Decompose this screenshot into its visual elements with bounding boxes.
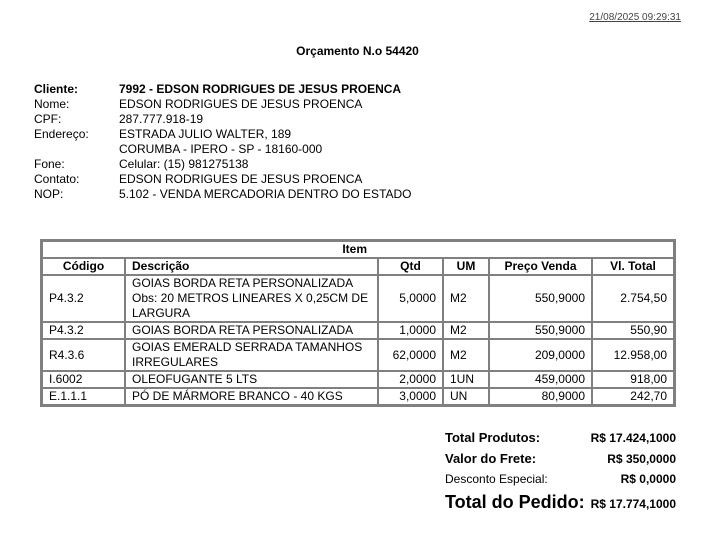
client-row [34,82,412,97]
name-value: EDSON RODRIGUES DE JESUS PROENCA [119,97,363,111]
totals-summary [445,430,676,513]
cpf-label: CPF: [34,112,62,126]
cell-price: 550,9000 [489,322,592,339]
col-header-qtd: Qtd [378,258,443,275]
address-value: ESTRADA JULIO WALTER, 189 [119,127,292,141]
total-produtos-row [445,430,676,451]
desc-obs: Obs: 20 METROS LINEARES X 0,25CM DE LARGURA [132,291,369,320]
contact-row [34,172,412,187]
desc-text: GOIAS BORDA RETA PERSONALIZADA [132,276,354,290]
cell-total: 242,70 [592,388,674,405]
cpf-row [34,112,412,127]
cell-qtd: 3,0000 [378,388,443,405]
cell-qtd: 2,0000 [378,371,443,388]
desconto-value: R$ 0,0000 [620,472,676,486]
nop-label: NOP: [34,187,64,201]
print-timestamp: 21/08/2025 09:29:31 [589,12,681,23]
col-header-desc: Descrição [125,258,378,275]
group-header-row [42,241,674,258]
frete-row [445,451,676,472]
contact-label: Contato: [34,172,80,186]
phone-value: Celular: (15) 981275138 [119,157,249,171]
page-title: Orçamento N.o 54420 [296,44,419,58]
address-row [34,127,412,142]
address-city-value: CORUMBA - IPERO - SP - 18160-000 [119,142,323,156]
cell-price: 550,9000 [489,275,592,322]
cell-um: 1UN [443,371,489,388]
total-produtos-value: R$ 17.424,1000 [590,431,676,445]
column-header-row [42,258,674,275]
item-group-header: Item [42,241,674,258]
cell-desc: OLEOFUGANTE 5 LTS [125,371,378,388]
table-row [42,275,674,322]
cell-price: 459,0000 [489,371,592,388]
cell-price: 80,9000 [489,388,592,405]
frete-label: Valor do Frete: [445,451,537,466]
cell-code: E.1.1.1 [42,388,125,405]
table-row [42,339,674,371]
cell-desc: GOIAS BORDA RETA PERSONALIZADA [125,322,378,339]
desconto-label: Desconto Especial: [445,472,548,486]
cell-um: M2 [443,275,489,322]
client-value: 7992 - EDSON RODRIGUES DE JESUS PROENCA [119,82,402,96]
cell-total: 2.754,50 [592,275,674,322]
col-header-um: UM [443,258,489,275]
cell-code: P4.3.2 [42,275,125,322]
address-city-label [34,142,119,157]
items-table [40,239,676,407]
contact-value: EDSON RODRIGUES DE JESUS PROENCA [119,172,363,186]
cell-desc: GOIAS EMERALD SERRADA TAMANHOS IRREGULARES [125,339,378,371]
table-row [42,388,674,405]
phone-row [34,157,412,172]
cell-um: M2 [443,322,489,339]
col-header-code: Código [42,258,125,275]
total-produtos-label: Total Produtos: [445,430,541,445]
total-pedido-row [445,492,676,513]
name-label: Nome: [34,97,70,111]
cell-um: M2 [443,339,489,371]
nop-row [34,187,412,202]
client-label: Cliente: [34,82,79,96]
cell-total: 550,90 [592,322,674,339]
cell-price: 209,0000 [489,339,592,371]
frete-value: R$ 350,0000 [607,452,676,466]
cell-code: I.6002 [42,371,125,388]
table-row [42,322,674,339]
address-label: Endereço: [34,127,89,141]
cell-qtd: 5,0000 [378,275,443,322]
phone-label: Fone: [34,157,65,171]
cell-desc [125,275,378,322]
cell-total: 12.958,00 [592,339,674,371]
client-info [34,82,412,202]
cell-code: P4.3.2 [42,322,125,339]
cell-code: R4.3.6 [42,339,125,371]
total-pedido-value: R$ 17.774,1000 [590,497,676,511]
address-city-row [34,142,412,157]
total-pedido-label: Total do Pedido: [445,492,585,512]
cell-qtd: 1,0000 [378,322,443,339]
col-header-price: Preço Venda [489,258,592,275]
cpf-value: 287.777.918-19 [119,112,204,126]
cell-total: 918,00 [592,371,674,388]
cell-um: UN [443,388,489,405]
cell-qtd: 62,0000 [378,339,443,371]
table-row [42,371,674,388]
nop-value: 5.102 - VENDA MERCADORIA DENTRO DO ESTADO [119,187,412,201]
col-header-total: Vl. Total [592,258,674,275]
desconto-row [445,472,676,492]
cell-desc: PÓ DE MÁRMORE BRANCO - 40 KGS [125,388,378,405]
name-row [34,97,412,112]
